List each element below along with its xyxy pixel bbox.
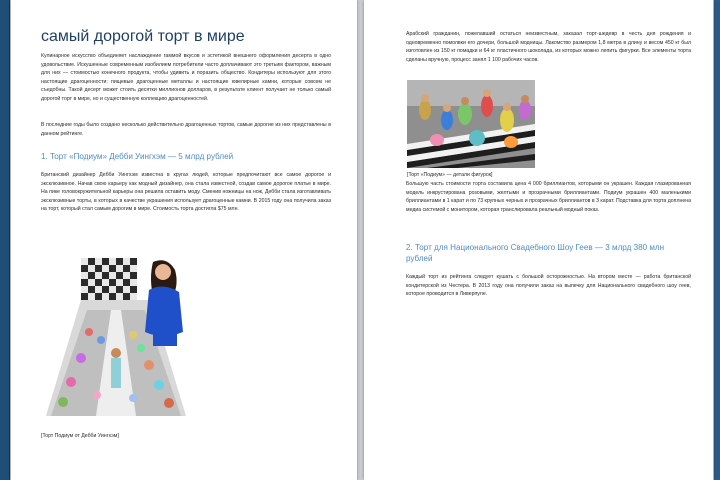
page-title: самый дорогой торт в мире: [41, 28, 245, 45]
intro-paragraph-2: В последние годы было создано несколько действительно драгоценных тортов, самые дорогие из них представлены в данном рейтинге.: [41, 122, 331, 137]
section-heading-2: 2. Торт для Национального Свадебного Шоу Геев — 3 млрд 380 млн рублей: [406, 243, 665, 263]
viewer-left-edge: [0, 0, 10, 480]
document-page-left: [11, 0, 357, 480]
right-top-paragraph: Арабский гражданин, пожелавший остаться неизвестным, заказал торт-шедевр в честь дня рождения и одновременно помолвки его дочери, большой модницы. Лакомство размером 1,8 метра в длину и весом 450 кг был изготовлен из 150 кг помадки и 64 кг пластичного шоколада, из которых можно лепить фигурки. Все элементы торта сделаны вручную, процесс занял 1 100 рабочих часов.: [406, 31, 691, 63]
photo-caption-2: [Торт «Подиум» — детали фигурок]: [407, 172, 493, 178]
photo-caption-1: [Торт Подиум от Дебби Уингхэм]: [41, 433, 119, 439]
section-1-paragraph: Британский дизайнер Дебби Уингхэм известна в кругах людей, которые предпочитают все самое дорогое и эксклюзивное. Начав свою карьеру как модный дизайнер, она стала известной, создав самое дорогое платье в мире. На пике головокружительной карьеры она решила оставить моду. Сменив ножницы на нож, Дебби стала изготавливать эксклюзивные торты, в которых в качестве украшения использует драгоценные камни. В 2015 году она получила заказ на торт, который стал самым дорогим в мире. Стоимость торта достигла $75 млн.: [41, 172, 331, 213]
section-heading-1: 1. Торт «Подиум» Дебби Уингхэм — 5 млрд рублей: [41, 152, 234, 161]
viewer-scroll-edge[interactable]: [714, 0, 720, 480]
intro-paragraph: Кулинарное искусство объединяет наслаждение гаммой вкусов и эстетикой внешнего оформления десерта в одно удовольствие. Искушенные современным изобилием потребители часто доплачивают это третьим фактором, важным для них — стоимостью конечного продукта, чтобы удивить и поразить общество. Кондитеры используют для этого настоящие драгоценности: пищевые драгоценные металлы и настоящие ювелирные камни, которые совсем не съедобны. Такой десерт может стоить десятки миллионов долларов, в результате клиент получает не только самый дорогой торт в мире, но и существенную коллекцию драгоценностей.: [41, 53, 331, 102]
section-2-paragraph: Каждый торт из рейтинга следует кушать с большой осторожностью. На втором месте — работа британской кондитерской из Честера. В 2013 году она получили заказ на выпечку для Национального свадебного шоу геев, которое проводится в Ливерпуле.: [406, 274, 691, 298]
cake-figurines-photo: [407, 80, 535, 168]
podium-cake-photo: [41, 240, 191, 430]
right-mid-paragraph: Большую часть стоимости торта составила цена 4 000 бриллиантов, которыми он украшен. Каждая глазированная модель инкрустирована розовыми, желтыми и прозрачными бриллиантами. Подиум украшен 400 маленькими бриллиантами в 1 карат и по 73 крупных черных и прозрачных бриллиантов в 3 карат. Подставка для торта доплнена медиа системой с монитором, которая транслировала реальный модный показ.: [406, 181, 691, 213]
document-page-right: [364, 0, 713, 480]
